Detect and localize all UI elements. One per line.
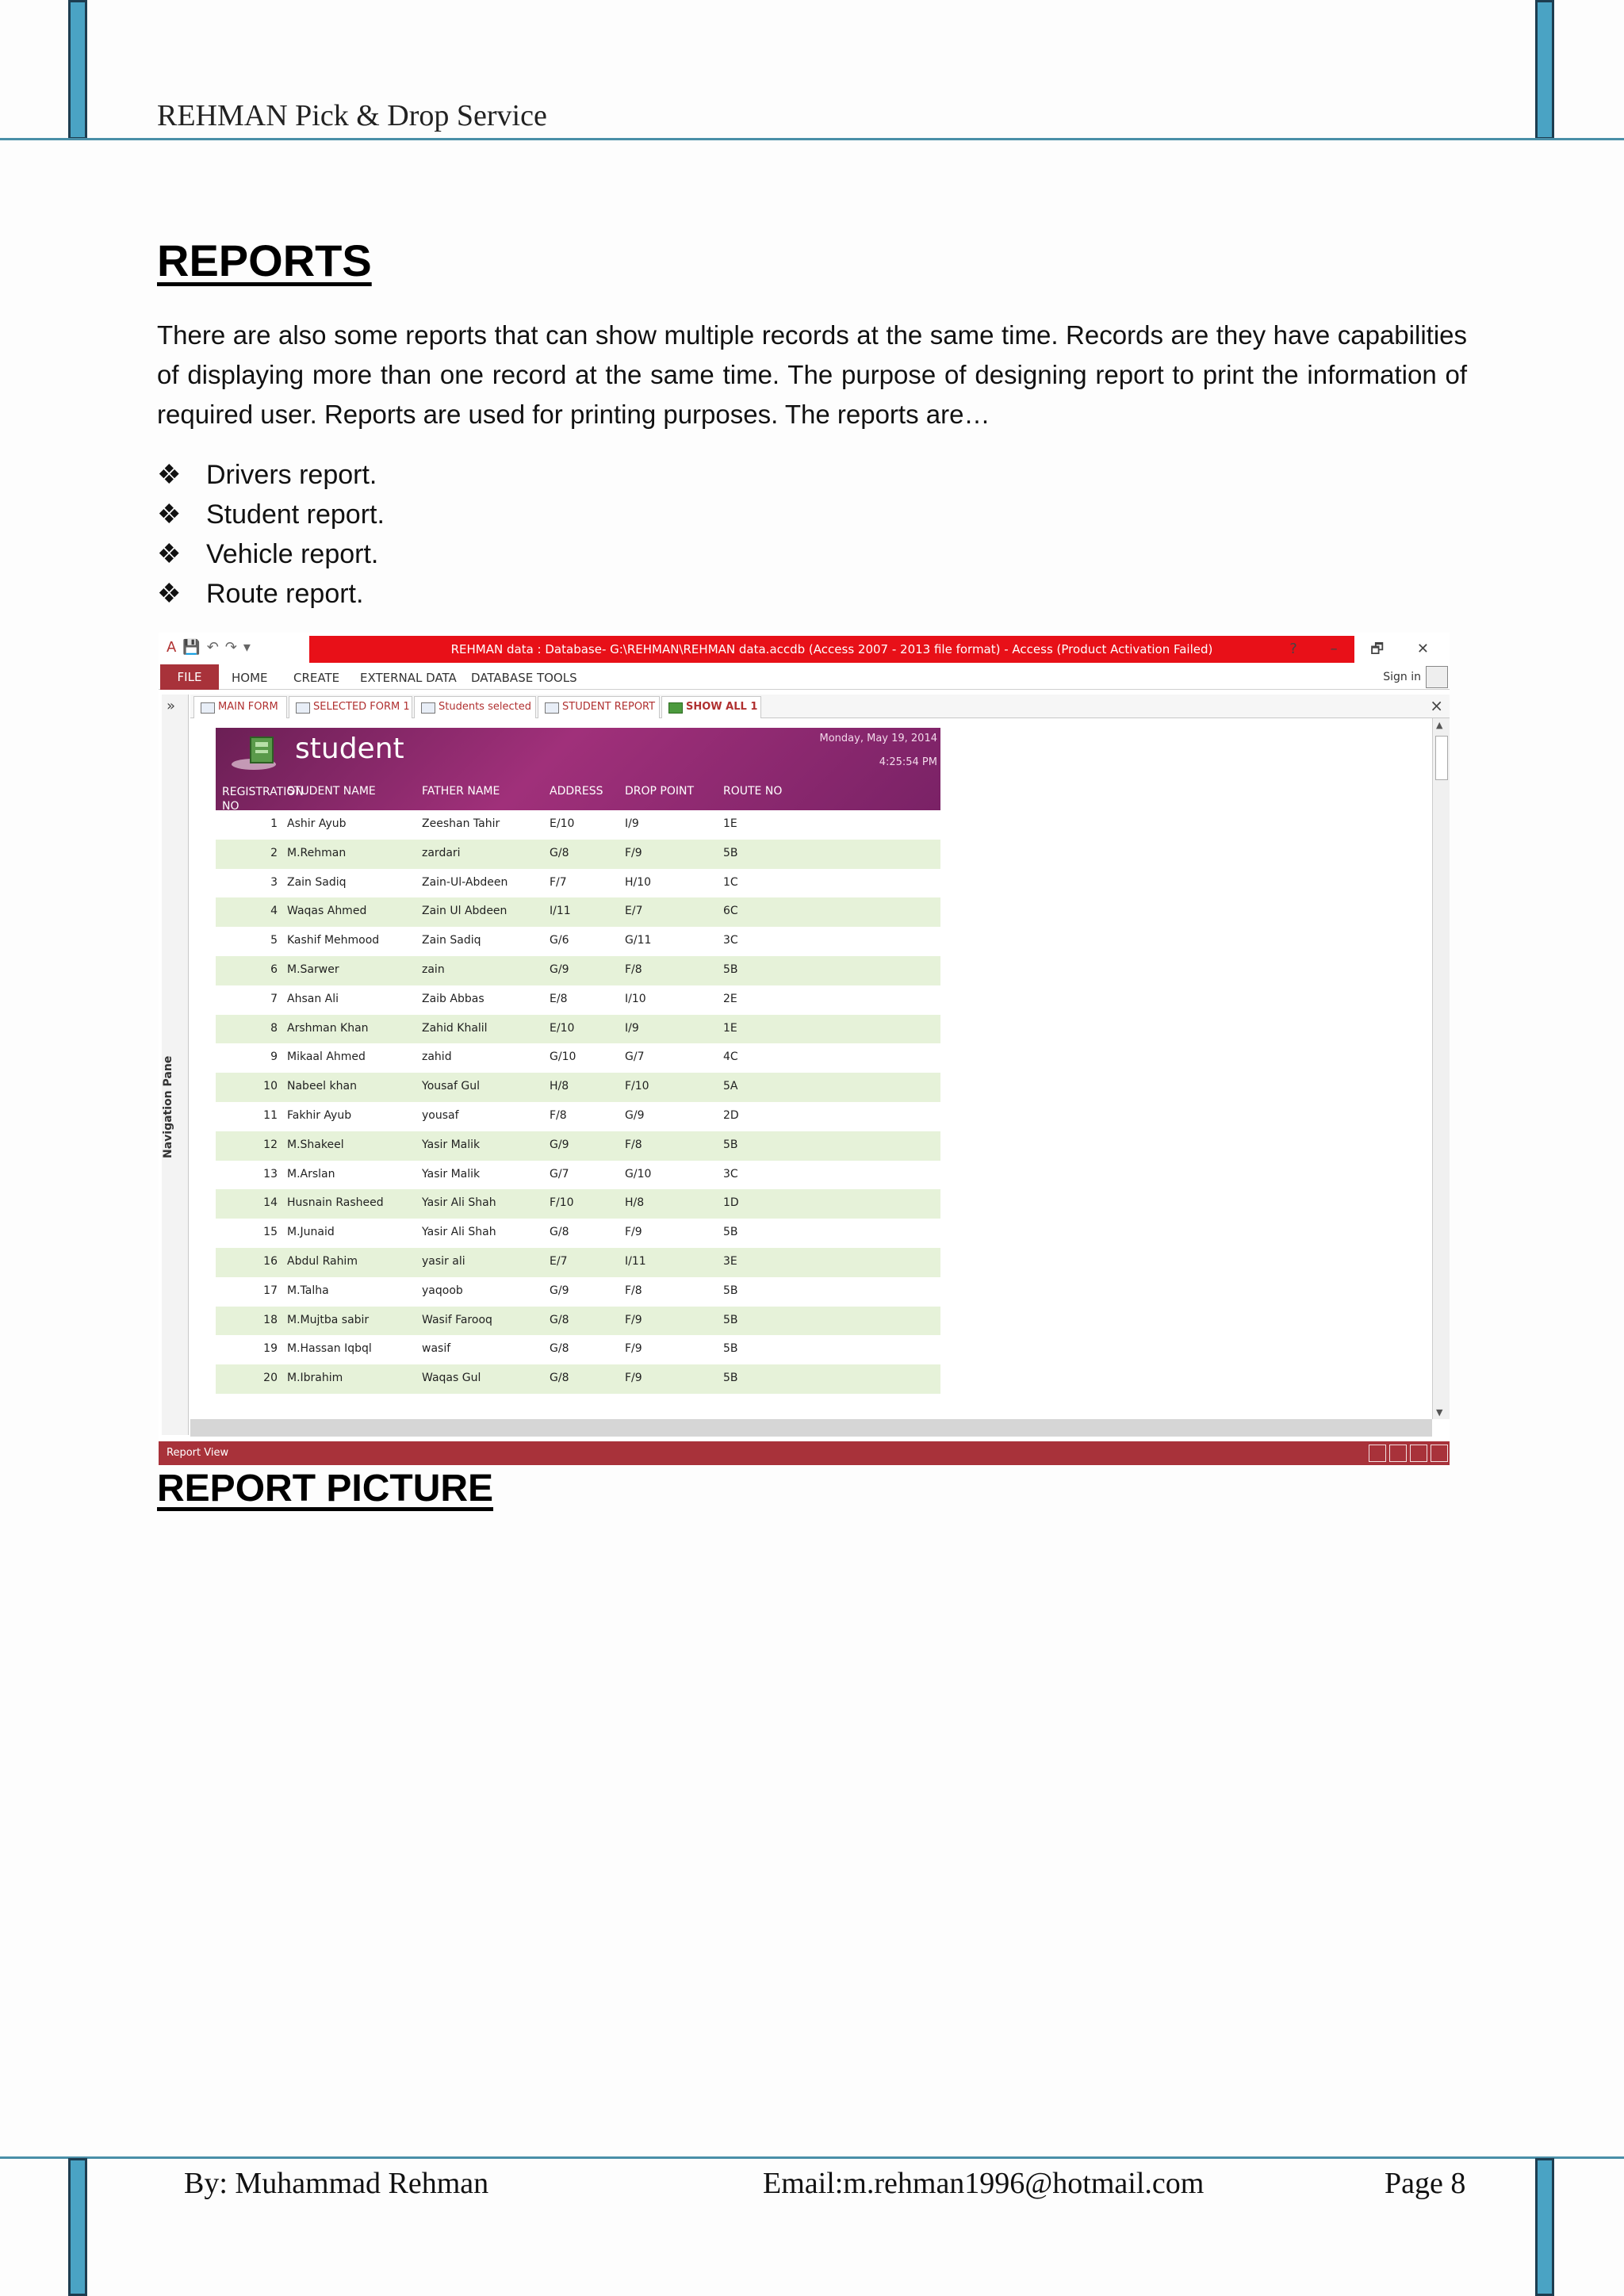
table-row	[216, 1131, 940, 1161]
section-paragraph: There are also some reports that can show multiple records at the same time. Records are they have capabilities of displaying more than one record at the same time. The purpose of designing report to print the information of required user. Reports are used for printing purposes. The reports are…	[157, 320, 1467, 429]
tab-create[interactable]: CREATE	[293, 671, 340, 685]
address-cell: G/6	[550, 934, 569, 947]
header-title: REHMAN Pick & Drop Service	[157, 99, 547, 132]
registration-no-cell: 11	[263, 1108, 278, 1122]
column-header-address: ADDRESS	[550, 785, 603, 798]
address-cell: G/8	[550, 846, 569, 859]
registration-no-cell: 12	[263, 1138, 278, 1151]
registration-no-cell: 18	[263, 1313, 278, 1326]
report-date: Monday, May 19, 2014	[819, 733, 937, 744]
student-name-cell: Kashif Mehmood	[287, 934, 380, 947]
student-name-cell: Ashir Ayub	[287, 817, 347, 830]
registration-no-cell: 8	[270, 1021, 278, 1035]
registration-no-cell: 13	[263, 1167, 278, 1181]
header-rule	[0, 138, 1624, 140]
student-name-cell: M.Talha	[287, 1284, 329, 1297]
drop-point-cell: F/9	[625, 846, 642, 859]
vertical-scrollbar[interactable]	[1432, 718, 1450, 1419]
table-row	[216, 985, 940, 1015]
list-item	[157, 574, 385, 614]
father-name-cell: Yasir Malik	[422, 1167, 481, 1181]
report-canvas	[190, 718, 1432, 1419]
window-title: REHMAN data : Database- G:\REHMAN\REHMAN data.accdb (Access 2007 - 2013 file format) - Access (Product Activation Failed)	[309, 636, 1354, 663]
address-cell: G/10	[550, 1050, 576, 1064]
list-item-text: Drivers report.	[206, 459, 377, 490]
list-item	[157, 534, 385, 574]
drop-point-cell: F/8	[625, 1138, 642, 1151]
student-name-cell: Mikaal Ahmed	[287, 1050, 366, 1064]
father-name-cell: wasif	[422, 1342, 451, 1356]
drop-point-cell: F/9	[625, 1313, 642, 1326]
father-name-cell: Waqas Gul	[422, 1372, 481, 1385]
route-no-cell: 1E	[723, 817, 737, 830]
footer-left-bar	[68, 2158, 87, 2296]
title-bar	[159, 633, 1450, 664]
father-name-cell: Wasif Farooq	[422, 1313, 492, 1326]
drop-point-cell: F/9	[625, 1226, 642, 1239]
route-no-cell: 3E	[723, 1254, 737, 1268]
section-heading: REPORTS	[157, 235, 372, 285]
student-report	[216, 728, 940, 1394]
route-no-cell: 5B	[723, 1313, 738, 1326]
expand-chevron-icon[interactable]: »	[167, 698, 176, 714]
document-tabs	[190, 695, 1450, 718]
father-name-cell: Zahid Khalil	[422, 1021, 488, 1035]
tab-home[interactable]: HOME	[232, 671, 268, 685]
registration-no-cell: 7	[270, 992, 278, 1005]
student-name-cell: Arshman Khan	[287, 1021, 369, 1035]
tab-database-tools[interactable]: DATABASE TOOLS	[471, 671, 577, 685]
registration-no-cell: 20	[263, 1372, 278, 1385]
table-row	[216, 1307, 940, 1336]
father-name-cell: Zain Ul Abdeen	[422, 905, 508, 918]
father-name-cell: Zain-Ul-Abdeen	[422, 875, 508, 889]
ribbon	[159, 664, 1450, 690]
caption: REPORT PICTURE	[157, 1468, 494, 1510]
father-name-cell: Zaib Abbas	[422, 992, 485, 1005]
drop-point-cell: I/10	[625, 992, 646, 1005]
table-row	[216, 810, 940, 840]
table-row	[216, 1219, 940, 1248]
student-name-cell: Fakhir Ayub	[287, 1108, 352, 1122]
drop-point-cell: I/11	[625, 1254, 646, 1268]
report-header	[216, 728, 940, 813]
student-name-cell: Zain Sadiq	[287, 875, 347, 889]
table-row	[216, 1277, 940, 1307]
scroll-down-icon[interactable]: ▼	[1436, 1407, 1443, 1418]
table-row	[216, 1364, 940, 1394]
father-name-cell: Yousaf Gul	[422, 1080, 480, 1093]
registration-no-cell: 17	[263, 1284, 278, 1297]
table-row	[216, 927, 940, 956]
father-name-cell: zardari	[422, 846, 461, 859]
route-no-cell: 3C	[723, 1167, 738, 1181]
tab-main-form[interactable]: MAIN FORM	[193, 696, 287, 718]
student-name-cell: M.Arslan	[287, 1167, 335, 1181]
father-name-cell: yasir ali	[422, 1254, 465, 1268]
drop-point-cell: F/8	[625, 962, 642, 976]
drop-point-cell: G/11	[625, 934, 652, 947]
student-name-cell: M.Shakeel	[287, 1138, 344, 1151]
address-cell: H/8	[550, 1080, 569, 1093]
registration-no-cell: 2	[270, 846, 278, 859]
address-cell: G/8	[550, 1342, 569, 1356]
route-no-cell: 4C	[723, 1050, 738, 1064]
registration-no-cell: 5	[270, 934, 278, 947]
form-view-icon[interactable]	[1369, 1445, 1386, 1462]
scroll-up-icon[interactable]: ▲	[1436, 720, 1443, 730]
header-left-bar	[68, 0, 87, 140]
table-row	[216, 1015, 940, 1044]
table-row	[216, 1248, 940, 1277]
address-cell: F/10	[550, 1196, 574, 1210]
diamond-bullet-icon: ❖	[157, 460, 182, 490]
student-name-cell: M.Junaid	[287, 1226, 335, 1239]
address-cell: G/8	[550, 1372, 569, 1385]
registration-no-cell: 3	[270, 875, 278, 889]
route-no-cell: 5B	[723, 1372, 738, 1385]
report-list	[157, 455, 385, 614]
father-name-cell: zahid	[422, 1050, 452, 1064]
registration-no-cell: 10	[263, 1080, 278, 1093]
student-name-cell: M.Ibrahim	[287, 1372, 343, 1385]
footer-rule	[0, 2156, 1624, 2159]
address-cell: F/7	[550, 875, 567, 889]
table-row	[216, 1043, 940, 1073]
address-cell: G/8	[550, 1313, 569, 1326]
column-header-drop-point: DROP POINT	[625, 785, 695, 798]
route-no-cell: 1D	[723, 1196, 739, 1210]
student-name-cell: M.Rehman	[287, 846, 347, 859]
drop-point-cell: G/7	[625, 1050, 645, 1064]
drop-point-cell: F/8	[625, 1284, 642, 1297]
list-item-text: Route report.	[206, 578, 364, 609]
navigation-pane-label: Navigation Pane	[162, 1055, 174, 1158]
user-avatar-icon[interactable]	[1426, 666, 1448, 688]
drop-point-cell: G/10	[625, 1167, 652, 1181]
tab-show-all[interactable]: SHOW ALL 1	[661, 696, 761, 718]
address-cell: G/9	[550, 962, 569, 976]
drop-point-cell: F/9	[625, 1342, 642, 1356]
drop-point-cell: I/9	[625, 1021, 639, 1035]
table-row	[216, 1189, 940, 1219]
address-cell: I/11	[550, 905, 571, 918]
father-name-cell: Yasir Malik	[422, 1138, 481, 1151]
tab-students-selected[interactable]: Students selected	[414, 696, 536, 718]
address-cell: E/10	[550, 817, 575, 830]
list-item-text: Student report.	[206, 499, 385, 530]
father-name-cell: Zeeshan Tahir	[422, 817, 500, 830]
close-icon[interactable]: ×	[1430, 696, 1443, 715]
diamond-bullet-icon: ❖	[157, 539, 182, 569]
father-name-cell: yaqoob	[422, 1284, 463, 1297]
page-number: Page 8	[1385, 2167, 1466, 2200]
status-text: Report View	[167, 1447, 229, 1459]
father-name-cell: yousaf	[422, 1108, 459, 1122]
route-no-cell: 2D	[723, 1108, 739, 1122]
table-row	[216, 1073, 940, 1102]
drop-point-cell: F/9	[625, 1372, 642, 1385]
table-row	[216, 1161, 940, 1190]
registration-no-cell: 9	[270, 1050, 278, 1064]
table-row	[216, 840, 940, 869]
navigation-pane[interactable]	[162, 695, 189, 1435]
report-rows	[216, 810, 940, 1394]
route-no-cell: 2E	[723, 992, 737, 1005]
diamond-bullet-icon: ❖	[157, 579, 182, 609]
table-row	[216, 1335, 940, 1364]
quick-access-toolbar[interactable]: A💾↶↷▾	[167, 639, 257, 656]
access-screenshot	[159, 633, 1450, 1467]
sign-in-link[interactable]: Sign in	[1383, 671, 1421, 683]
column-header-student-name: STUDENT NAME	[287, 785, 376, 798]
tab-external-data[interactable]: EXTERNAL DATA	[360, 671, 457, 685]
route-no-cell: 5B	[723, 962, 738, 976]
student-name-cell: M.Hassan Iqbql	[287, 1342, 372, 1356]
address-cell: E/10	[550, 1021, 575, 1035]
student-name-cell: Waqas Ahmed	[287, 905, 367, 918]
registration-no-cell: 15	[263, 1226, 278, 1239]
student-name-cell: M.Sarwer	[287, 962, 339, 976]
scroll-thumb[interactable]	[1435, 736, 1448, 780]
window-controls[interactable]: ? – 🗗 ✕	[1289, 641, 1443, 657]
drop-point-cell: F/10	[625, 1080, 649, 1093]
footer-author: By: Muhammad Rehman	[184, 2167, 489, 2200]
student-name-cell: Ahsan Ali	[287, 992, 339, 1005]
horizontal-scrollbar[interactable]	[190, 1419, 1432, 1437]
report-logo-icon	[230, 733, 285, 772]
father-name-cell: Yasir Ali Shah	[422, 1196, 496, 1210]
report-time: 4:25:54 PM	[879, 756, 937, 768]
address-cell: E/7	[550, 1254, 568, 1268]
route-no-cell: 5B	[723, 1226, 738, 1239]
list-item	[157, 495, 385, 534]
column-header-registration: REGISTRATION NO	[222, 786, 304, 813]
address-cell: G/8	[550, 1226, 569, 1239]
address-cell: E/8	[550, 992, 568, 1005]
father-name-cell: Yasir Ali Shah	[422, 1226, 496, 1239]
student-name-cell: Abdul Rahim	[287, 1254, 358, 1268]
table-row	[216, 956, 940, 985]
route-no-cell: 5B	[723, 1284, 738, 1297]
registration-no-cell: 4	[270, 905, 278, 918]
route-no-cell: 5B	[723, 1342, 738, 1356]
student-name-cell: Husnain Rasheed	[287, 1196, 384, 1210]
address-cell: G/9	[550, 1284, 569, 1297]
footer-right-bar	[1535, 2158, 1554, 2296]
file-tab[interactable]: FILE	[160, 664, 219, 690]
column-header-father-name: FATHER NAME	[422, 785, 500, 798]
address-cell: G/7	[550, 1167, 569, 1181]
tab-student-report[interactable]: STUDENT REPORT	[538, 696, 660, 718]
registration-no-cell: 14	[263, 1196, 278, 1210]
table-row	[216, 1102, 940, 1131]
drop-point-cell: E/7	[625, 905, 643, 918]
drop-point-cell: I/9	[625, 817, 639, 830]
header-right-bar	[1535, 0, 1554, 140]
print-preview-icon[interactable]	[1389, 1445, 1407, 1462]
route-no-cell: 5A	[723, 1080, 738, 1093]
student-name-cell: Nabeel khan	[287, 1080, 357, 1093]
drop-point-cell: H/8	[625, 1196, 645, 1210]
route-no-cell: 5B	[723, 1138, 738, 1151]
registration-no-cell: 1	[270, 817, 278, 830]
list-item	[157, 455, 385, 495]
tab-selected-form-1[interactable]: SELECTED FORM 1	[289, 696, 412, 718]
status-bar	[159, 1441, 1450, 1465]
registration-no-cell: 19	[263, 1342, 278, 1356]
report-title: student	[295, 733, 404, 765]
address-cell: G/9	[550, 1138, 569, 1151]
route-no-cell: 6C	[723, 905, 738, 918]
registration-no-cell: 16	[263, 1254, 278, 1268]
drop-point-cell: H/10	[625, 875, 652, 889]
footer-email: Email:m.rehman1996@hotmail.com	[763, 2167, 1205, 2200]
access-logo-icon: A	[167, 639, 183, 656]
student-name-cell: M.Mujtba sabir	[287, 1313, 370, 1326]
table-row	[216, 897, 940, 927]
route-no-cell: 3C	[723, 934, 738, 947]
column-header-route-no: ROUTE NO	[723, 785, 783, 798]
layout-view-icon[interactable]	[1410, 1445, 1427, 1462]
design-view-icon[interactable]	[1431, 1445, 1448, 1462]
table-row	[216, 869, 940, 898]
route-no-cell: 1E	[723, 1021, 737, 1035]
list-item-text: Vehicle report.	[206, 538, 379, 569]
route-no-cell: 5B	[723, 846, 738, 859]
address-cell: F/8	[550, 1108, 567, 1122]
father-name-cell: Zain Sadiq	[422, 934, 481, 947]
registration-no-cell: 6	[270, 962, 278, 976]
drop-point-cell: G/9	[625, 1108, 645, 1122]
diamond-bullet-icon: ❖	[157, 499, 182, 530]
father-name-cell: zain	[422, 962, 445, 976]
route-no-cell: 1C	[723, 875, 738, 889]
